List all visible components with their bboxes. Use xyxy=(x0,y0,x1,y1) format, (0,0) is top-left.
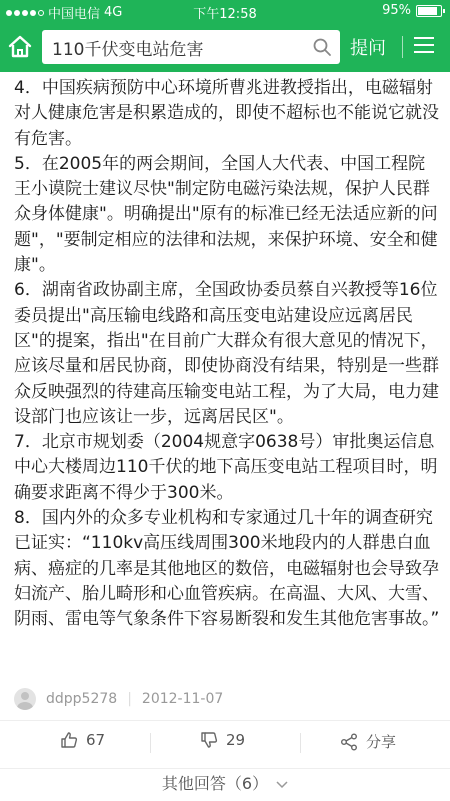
like-button[interactable] xyxy=(60,731,105,749)
dislike-button[interactable] xyxy=(200,731,245,749)
share-icon xyxy=(340,733,358,751)
network-type: 4G xyxy=(104,5,123,20)
home-button[interactable] xyxy=(6,33,34,61)
share-label: 分享 xyxy=(366,733,397,751)
carrier-info xyxy=(6,3,122,22)
answer-paragraph: 6．湖南省政协副主席，全国政协委员蔡自兴教授等16位委员提出"高压输电线路和高压变电站建设应远离居民区"的提案，指出"在目前广大群众有很大意见的情况下，应该尽量和居民协商，即使协商没有结果，特别是一些群众反映强烈的待建高压输变电站工程，为了大局，电力建设部门也应该让一步，远离居民区"。 xyxy=(14,280,439,427)
thumbs-down-icon xyxy=(200,731,218,749)
search-icon[interactable] xyxy=(312,37,332,57)
thumbs-up-icon xyxy=(60,731,78,749)
answer-paragraph: 7．北京市规划委（2004规意字0638号）审批奥运信息中心大楼周边110千伏的地下高压变电站工程项目时，明确要求距离不得少于300米。 xyxy=(14,432,438,503)
like-count: 67 xyxy=(86,731,106,749)
battery-info xyxy=(382,3,442,18)
meta-separator: | xyxy=(127,691,132,707)
other-answers-toggle[interactable] xyxy=(0,768,450,801)
answer-meta xyxy=(14,686,223,712)
ask-question-button[interactable]: 提问 xyxy=(350,38,386,59)
clock: 下午12:58 xyxy=(193,7,257,22)
header-divider xyxy=(402,36,403,58)
battery-percent: 95% xyxy=(382,3,411,18)
status-bar xyxy=(0,0,450,22)
search-box xyxy=(42,30,340,64)
home-icon xyxy=(6,33,34,61)
chevron-down-icon xyxy=(276,781,288,789)
answer-paragraph: 5．在2005年的两会期间，全国人大代表、中国工程院王小谟院士建议尽快"制定防电磁污染法规，保护人民群众身体健康"。明确提出"原有的标准已经无法适应新的问题"，"要制定相应的法律和法规，来保护环境、安全和健康"。 xyxy=(14,153,438,276)
avatar[interactable] xyxy=(14,688,36,710)
answer-date: 2012-11-07 xyxy=(141,691,224,707)
other-answers-label: 其他回答（6） xyxy=(161,774,269,793)
action-divider xyxy=(300,733,301,753)
answer-content xyxy=(14,76,440,633)
answer-paragraph: 8．国内外的众多专业机构和专家通过几十年的调查研究已证实：“110kv高压线周围300米地段内的人群患白血病、癌症的几率是其他地区的数倍，电磁辐射也会导致孕妇流产、胎儿畸形和心血管疾病。在高温、大风、大雪、阴雨、雷电等气象条件下容易断裂和发生其他危害事故。” xyxy=(14,508,440,630)
author-name[interactable]: ddpp5278 xyxy=(46,691,118,707)
dislike-count: 29 xyxy=(226,731,246,749)
share-button[interactable] xyxy=(340,731,396,752)
menu-icon[interactable] xyxy=(414,37,434,57)
answer-paragraph: 4．中国疾病预防中心环境所曹兆进教授指出，电磁辐射对人健康危害是积累造成的，即使不超标也不能说它就没有危害。 xyxy=(14,78,439,149)
battery-icon xyxy=(416,5,442,17)
carrier-name: 中国电信 xyxy=(48,7,101,22)
signal-strength-icon xyxy=(6,10,44,16)
search-input[interactable] xyxy=(52,30,302,64)
action-divider xyxy=(150,733,151,753)
top-nav xyxy=(0,22,450,72)
action-bar xyxy=(0,720,450,765)
